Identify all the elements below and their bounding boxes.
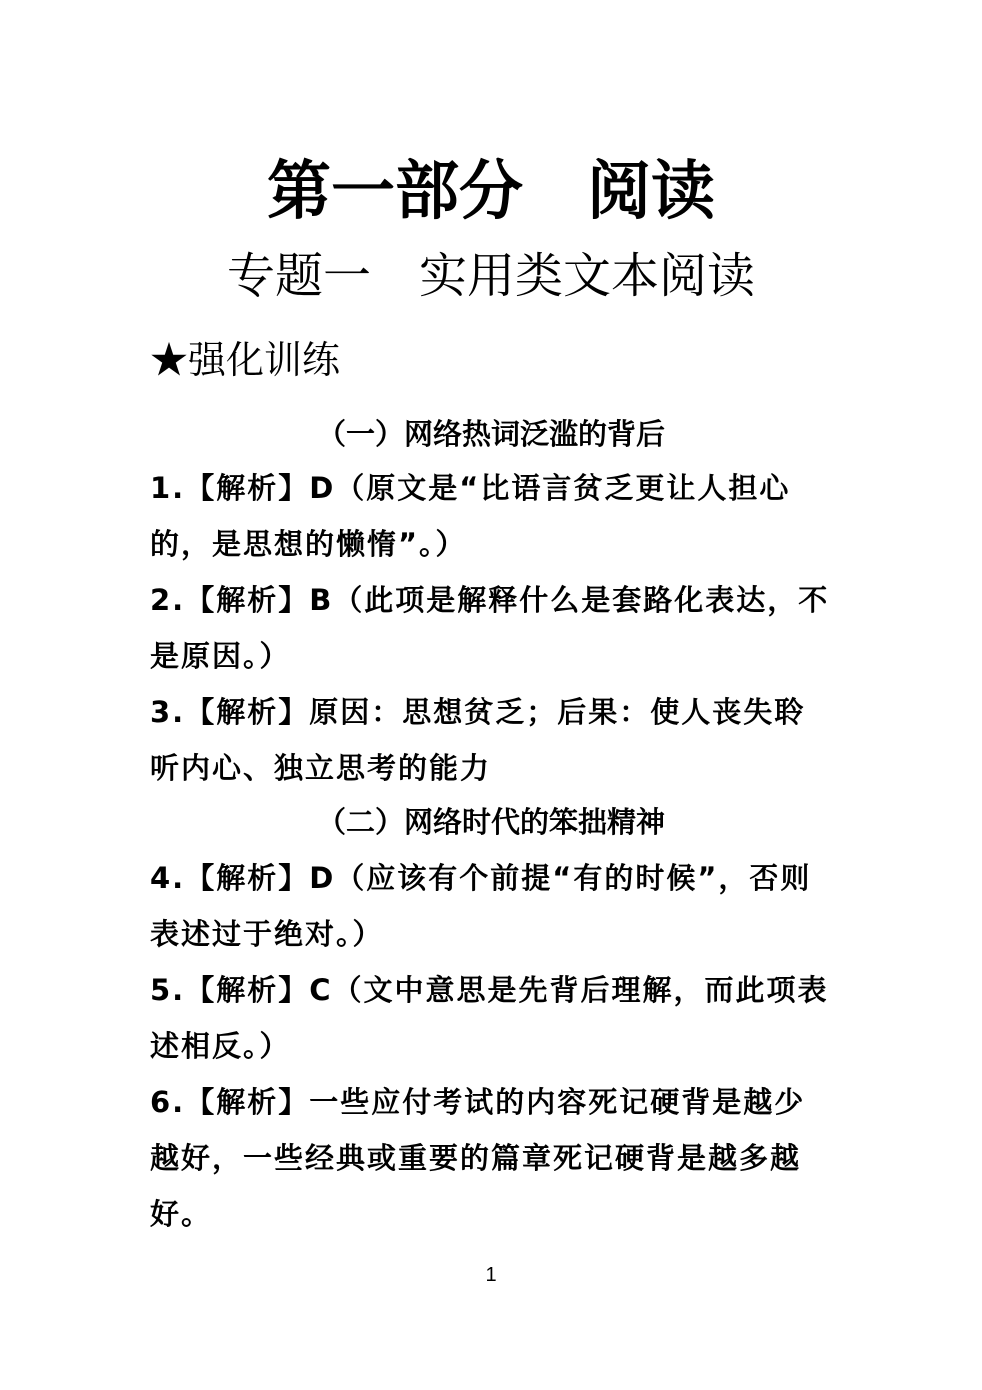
section-heading-2: （二）网络时代的笨拙精神 (316, 805, 665, 839)
answer-item-5: 5.【解析】C（文中意思是先背后理解，而此项表述相反。） (150, 973, 829, 1063)
page-number: 1 (485, 1264, 497, 1286)
page-subtitle: 专题一 实用类文本阅读 (226, 248, 755, 304)
section-heading-1: （一）网络热词泛滥的背后 (316, 417, 665, 451)
answer-item-3: 3.【解析】原因：思想贫乏；后果：使人丧失聆听内心、独立思考的能力 (150, 695, 806, 785)
practice-heading: ★强化训练 (150, 338, 341, 382)
answer-item-4: 4.【解析】D（应该有个前提“有的时候”，否则表述过于绝对。） (150, 861, 812, 951)
answer-item-6: 6.【解析】一些应付考试的内容死记硬背是越少越好，一些经典或重要的篇章死记硬背是越多越好。 (150, 1085, 806, 1231)
answer-item-2: 2.【解析】B（此项是解释什么是套路化表达，不是原因。） (150, 583, 830, 673)
answer-item-1: 1.【解析】D（原文是“比语言贫乏更让人担心的，是思想的懒惰”。） (150, 471, 791, 561)
page-title: 第一部分 阅读 (267, 154, 715, 229)
